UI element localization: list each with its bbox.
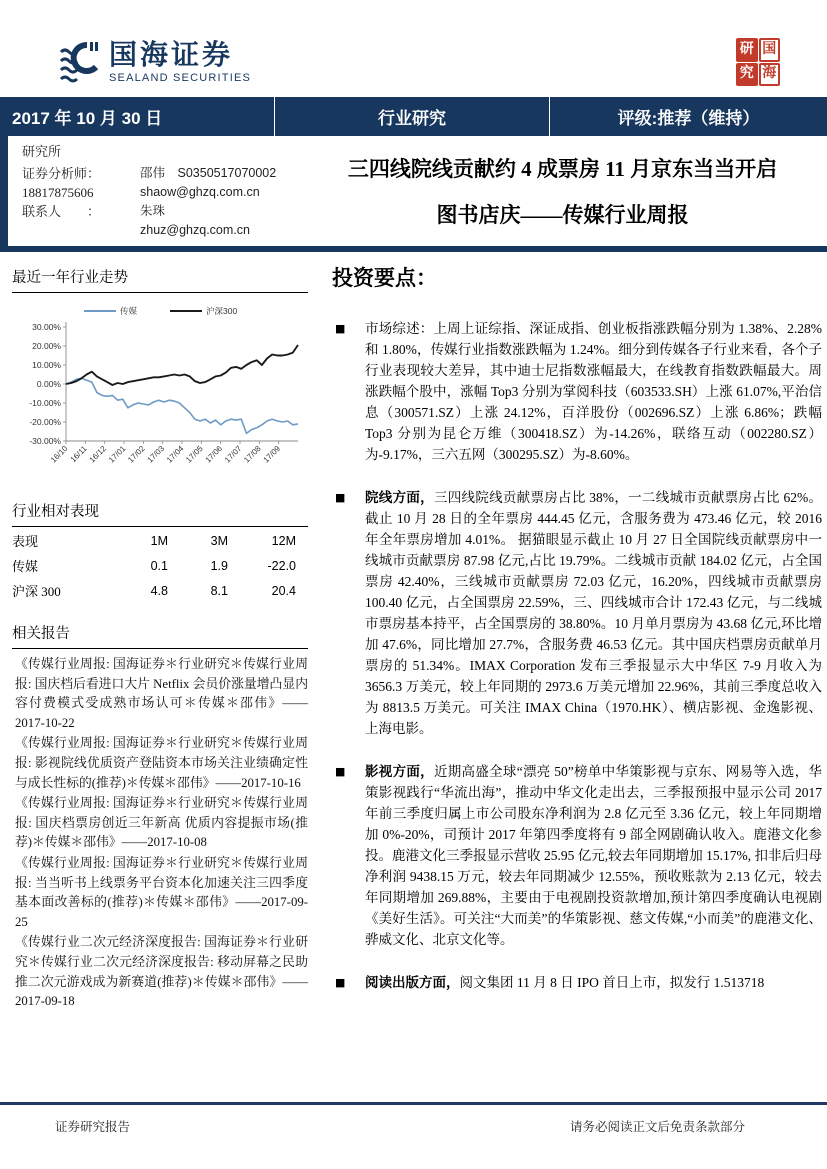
report-title-line2: 图书店庆——传媒行业周报 [436,203,689,227]
analyst-row [22,164,282,183]
analyst-row [22,221,282,240]
perf-data-row [12,554,308,579]
footer-divider [0,1102,827,1105]
bullet-body: 近期高盛全球“漂亮 50”榜单中华策影视与京东、网易等入选，华策影视践行“华流出海”，推动中华文化走出去，三季报预报中显示公司 2017 年前三季度归属上市公司股东净利润为 2.8 亿元至 3.36 亿元，较上年同期增加 0%-20%，司预计 2017 年第四季度将有 9 部全网剧确认收入。鹿港文化参投。鹿港文化三季报显示营收 25.95 亿元,较去年同期增加 15.17%, 扣非后归母净利润 9438.15 万元，较去年同期减少 12.55%，预收账款为 2.13 亿元，较去年同期增加 269.88%，主要由于电视剧投资款增加,预计第四季度确认电视剧《美好生活》。可关注“大而美”的华策影视、慈文传媒,“小而美”的鹿港文化、骅威文化、北京文化等。 [365,764,823,947]
svg-text:-10.00%: -10.00% [29,397,61,408]
footer-left: 证券研究报告 [55,1120,131,1134]
seal-char: 研 [736,38,758,62]
analyst-row [22,202,282,221]
perf-cell: 沪深 300 [12,584,61,599]
svg-text:传媒: 传媒 [120,306,138,316]
report-list-item: 《传媒行业周报: 国海证券＊行业研究＊传媒行业周报: 国庆档票房创近三年新高 优质内容提振市场(推荐)＊传媒＊邵伟》——2017-10-08 [15,796,308,850]
perf-col-header: 3M [210,534,228,548]
title-divider [0,246,827,252]
bullet-square-icon: ■ [335,976,346,989]
key-point-bullet [332,487,822,739]
perf-table [12,529,308,604]
report-title [305,146,820,238]
svg-text:沪深300: 沪深300 [206,306,238,316]
analyst-label: 证券分析师： [22,166,101,181]
analyst-label [22,221,140,240]
svg-text:17/06: 17/06 [203,444,225,465]
key-points-heading: 投资要点： [332,266,437,290]
bullet-lead: 市场综述： [365,321,434,336]
svg-text:16/10: 16/10 [48,444,70,465]
left-accent-strip [0,136,8,252]
report-list-item: 《传媒行业周报: 国海证券＊行业研究＊传媒行业周报: 当当听书上线票务平台资本化加速关注三四季度基本面改善标的(推荐)＊传媒＊邵伟》——2017-09-25 [15,855,308,929]
related-reports-heading: 相关报告 [12,622,308,649]
svg-text:17/01: 17/01 [106,444,128,465]
perf-col-header: 12M [271,534,296,548]
analyst-value: 邵伟 S0350517070002 [140,166,277,180]
company-logo [57,40,251,88]
report-title-line1: 三四线院线贡献约 4 成票房 11 月京东当当开启 [347,157,778,181]
perf-col-header: 1M [150,534,168,548]
analyst-dept: 研究所 [22,144,62,159]
analyst-label: 联系人 ： [22,204,101,219]
analyst-value: zhuz@ghzq.com.cn [140,223,250,237]
report-list-item: 《传媒行业周报: 国海证券＊行业研究＊传媒行业周报: 国庆档后看进口大片 Netflix 会员价涨量增凸显内容付费模式受成熟市场认可＊传媒＊邵伟》——2017-10-22 [15,657,308,730]
related-reports-section [12,622,308,1012]
bullet-text [365,972,822,993]
svg-text:16/12: 16/12 [87,444,109,465]
bullet-body: 上周上证综指、深证成指、创业板指涨跌幅分别为 1.38%、2.28%和 1.80%，传媒行业指数涨跌幅为 1.24%。细分到传媒各子行业来看，各个子行业表现较大差异，其中迪士尼指数涨幅最大，在线教育指数跌幅最大。周涨跌幅个股中，涨幅 Top3 分别为掌阅科技（603533.SH）上涨 61.07%,平治信息（300571.SZ）上涨 24.12%，百洋股份（002696.SZ）上涨 6.86%；跌幅 Top3 分别为昆仑万维（300418.SZ）为-14.26%，联络互动（002280.SZ）为-9.17%，三六五网（300295.SZ）为-8.60%。 [365,321,822,462]
seal-char: 国 [759,38,781,62]
wave-logo-icon [57,40,99,88]
key-point-bullet [332,318,822,465]
perf-cell: 4.8 [150,584,168,598]
bullet-body: 三四线院线贡献票房占比 38%，一二线城市贡献票房占比 62%。截止 10 月 28 日的全年票房 444.45 亿元，含服务费为 473.46 亿元，较 2016 年全年票房增加 4.01%。 据猫眼显示截止 10 月 27 日全国院线贡献票房中一线城市贡献票房 87.98 亿元,占比 19.79%。二线城市贡献 184.02 亿元，占全国票房 42.40%，三线城市贡献票房 72.03 亿元，16.20%，四线城市贡献票房 100.40 亿元，占全国票房 22.59%，三、四线城市合计 172.43 亿元，与二线城市票房基本持平，占全国票房的 38.80%。10 月单月票房为 43.68 亿元,环比增加 47.6%，同比增加 27.7%，含服务费 46.53 亿元。其中国庆档票房贡献单月票房的 51.34%。IMAX Corporation 发布三季报显示大中华区 7-9 月收入为 3656.3 万美元，较上年同期的 2973.6 万美元增加 22.96%，其前三季度总收入为 8813.5 万美元。可关注 IMAX China（1970.HK）、横店影视、金逸影视、上海电影。 [365,490,822,736]
perf-cell: 20.4 [271,584,296,598]
bullet-lead: 阅读出版方面， [365,975,460,990]
bullet-text [365,318,822,465]
analyst-label: 18817875606 [22,185,94,200]
key-point-bullet [332,761,822,950]
seal-char: 海 [759,63,781,87]
svg-text:10.00%: 10.00% [32,359,61,370]
sidebar [12,266,308,1013]
svg-text:17/07: 17/07 [222,444,244,465]
analyst-block [22,141,282,240]
bullet-text [365,487,822,739]
svg-text:0.00%: 0.00% [36,378,61,389]
bullet-square-icon: ■ [335,765,346,778]
trend-chart [12,301,308,484]
bullet-square-icon: ■ [335,322,346,335]
key-point-bullet [332,972,822,993]
footer-right: 请务必阅读正文后免责条款部分 [569,1120,745,1134]
logo-name-cn: 国海证券 [109,39,234,70]
trend-chart-heading: 最近一年行业走势 [12,266,308,293]
report-list-item: 《传媒行业周报: 国海证券＊行业研究＊传媒行业周报: 影视院线优质资产登陆资本市场关注业绩确定性与成长性标的(推荐)＊传媒＊邵伟》——2017-10-16 [15,736,308,790]
svg-text:17/03: 17/03 [145,444,167,465]
svg-text:17/09: 17/09 [261,444,283,465]
svg-text:17/02: 17/02 [126,444,147,465]
red-seal-stamp [736,38,780,86]
bullet-body: 阅文集团 11 月 8 日 IPO 首日上市，拟发行 1.513718 [459,975,765,990]
svg-text:30.00%: 30.00% [32,321,61,332]
bullet-lead: 影视方面， [365,764,434,779]
report-category: 行业研究 [275,97,550,136]
report-list-item: 《传媒行业二次元经济深度报告: 国海证券＊行业研究＊传媒行业二次元经济深度报告: 移动屏幕之民助推二次元游戏成为新赛道(推荐)＊传媒＊邵伟》——2017-09-18 [15,935,308,1009]
relative-performance-section [12,500,308,604]
analyst-value: shaow@ghzq.com.cn [140,185,260,199]
perf-cell: 0.1 [150,559,168,573]
footer [0,1117,827,1135]
svg-text:17/05: 17/05 [184,444,205,465]
perf-cell: 传媒 [12,559,39,574]
perf-header-row [12,529,308,554]
perf-table-heading: 行业相对表现 [12,500,308,527]
perf-cell: 8.1 [210,584,228,598]
svg-text:20.00%: 20.00% [32,340,61,351]
perf-data-row [12,579,308,604]
seal-char: 究 [736,63,758,87]
svg-text:17/04: 17/04 [164,444,186,465]
svg-text:-30.00%: -30.00% [29,435,61,446]
logo-name-en: SEALAND SECURITIES [109,72,252,84]
bullet-text [365,761,822,950]
header-bar [0,97,827,136]
svg-text:-20.00%: -20.00% [29,416,61,427]
perf-cell: -22.0 [267,559,296,573]
bullet-square-icon: ■ [335,491,346,504]
perf-col-header: 表现 [12,534,39,549]
main-content [332,262,822,1015]
report-list [12,655,308,1012]
svg-text:17/08: 17/08 [242,444,263,465]
perf-cell: 1.9 [210,559,228,573]
analyst-row [22,183,282,202]
svg-text:16/11: 16/11 [68,444,89,465]
report-date: 2017 年 10 月 30 日 [0,97,275,136]
bullet-lead: 院线方面， [365,490,434,505]
rating-badge: 评级:推荐（维持） [617,109,760,128]
analyst-value: 朱珠 [140,204,166,218]
